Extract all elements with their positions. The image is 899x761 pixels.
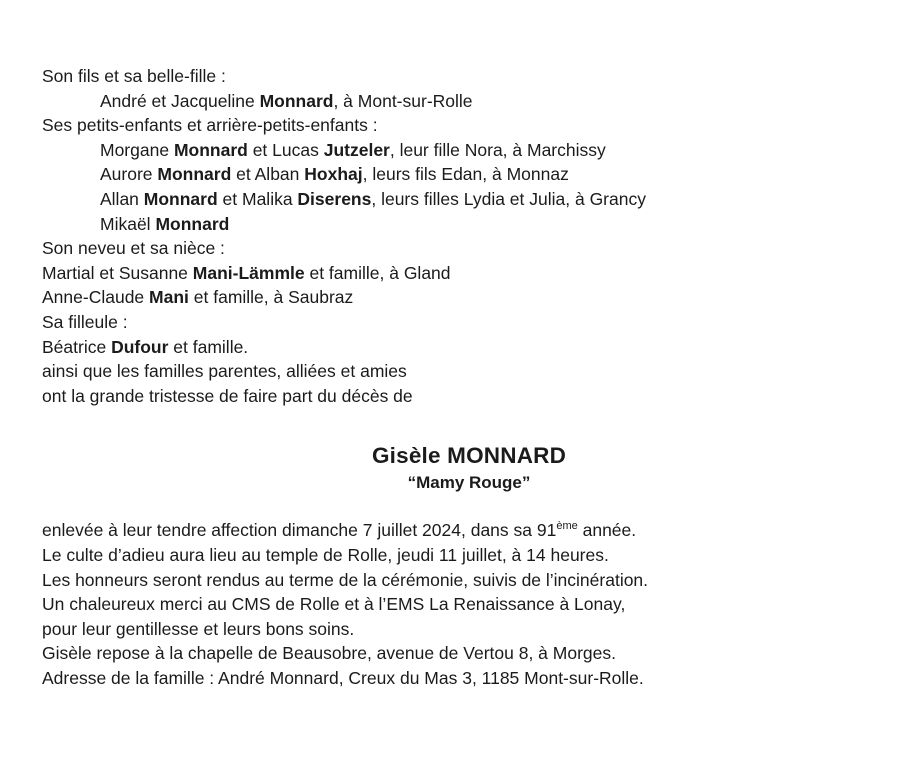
text-line [42,64,896,89]
deceased-name: Gisèle MONNARD [371,443,567,469]
text-line [42,138,896,163]
text-line [42,641,896,666]
text-run: Le culte d’adieu aura lieu au temple de Rolle, jeudi 11 juillet, à 14 heures. [42,544,609,565]
text-run: Ses petits-enfants et arrière-petits-enfants : [42,115,378,136]
text-run: Un chaleureux merci au CMS de Rolle et à l’EMS La Renaissance à Lonay, [42,594,626,615]
text-run: Morgane [100,139,174,160]
text-line [42,310,896,335]
obituary-page [42,64,896,690]
text-run: Martial et Susanne [42,262,193,283]
text-run: et famille. [168,336,249,357]
family-name: Mani-Lämmle [192,262,305,283]
family-name: Monnard [259,90,334,111]
text-run: et famille, à Gland [304,262,451,283]
text-line [42,384,896,409]
text-run: Béatrice [42,336,112,357]
family-name: Jutzeler [323,139,390,160]
family-name: Hoxhaj [304,164,363,185]
text-line [42,212,896,237]
text-line [42,543,896,568]
text-run: Mikaël [100,213,156,234]
text-run: et Alban [231,164,305,185]
text-run: , leur fille Nora, à Marchissy [389,139,606,160]
family-announcement-block [42,64,896,408]
text-run: , à Mont-sur-Rolle [333,90,473,111]
funeral-details-block [42,518,896,690]
text-run: ainsi que les familles parentes, alliées et amies [42,361,407,382]
text-line [42,236,896,261]
text-line [42,359,896,384]
family-name: Diserens [297,188,372,209]
text-line [42,285,896,310]
family-name: Monnard [155,213,230,234]
text-run: année. [577,520,637,541]
text-line [42,568,896,593]
text-run: Son neveu et sa nièce : [42,238,225,259]
text-line [42,113,896,138]
family-name: Monnard [143,188,218,209]
text-run: Aurore [100,164,158,185]
text-run: pour leur gentillesse et leurs bons soins. [42,618,355,639]
text-line [42,666,896,691]
text-run: ont la grande tristesse de faire part du décès de [42,385,413,406]
text-run: André et Jacqueline [100,90,260,111]
family-name: Dufour [111,336,169,357]
text-run: et Malika [217,188,298,209]
text-run: et Lucas [247,139,324,160]
text-line [42,592,896,617]
text-run: Adresse de la famille : André Monnard, Creux du Mas 3, 1185 Mont-sur-Rolle. [42,667,644,688]
text-line [42,518,896,543]
text-run: Sa filleule : [42,311,128,332]
text-line [42,89,896,114]
text-line [42,187,896,212]
text-line [42,162,896,187]
text-line [42,335,896,360]
text-run: Allan [100,188,144,209]
text-run: enlevée à leur tendre affection dimanche 7 juillet 2024, dans sa 91 [42,520,557,541]
family-name: Monnard [157,164,232,185]
text-run: , leurs filles Lydia et Julia, à Grancy [371,188,646,209]
ordinal-suffix: ème [556,520,578,533]
family-name: Monnard [173,139,248,160]
text-run: Son fils et sa belle-fille : [42,66,226,86]
text-line [42,617,896,642]
text-run: et famille, à Saubraz [188,287,354,308]
text-run: Gisèle repose à la chapelle de Beausobre, avenue de Vertou 8, à Morges. [42,643,616,664]
text-run: Les honneurs seront rendus au terme de la cérémonie, suivis de l’incinération. [42,569,649,590]
deceased-nickname: “Mamy Rouge” [407,473,531,493]
text-line [42,261,896,286]
family-name: Mani [149,287,189,308]
deceased-title-block [42,441,896,493]
text-run: Anne-Claude [42,287,150,308]
text-run: , leurs fils Edan, à Monnaz [362,164,569,185]
